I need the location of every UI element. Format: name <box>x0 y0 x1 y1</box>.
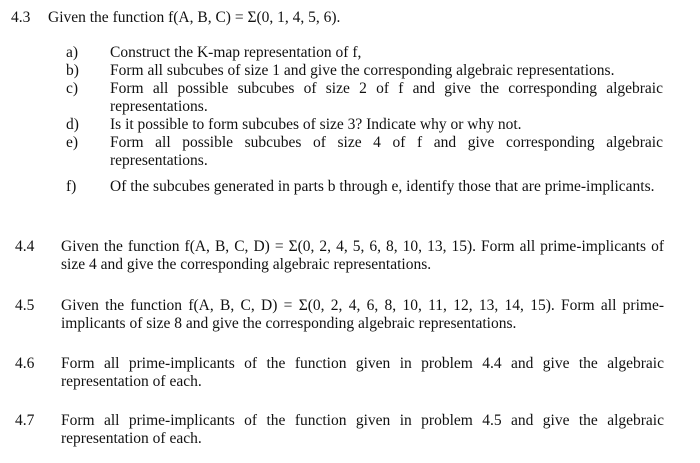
part-letter: c) <box>66 80 79 97</box>
part-letter: d) <box>66 116 79 133</box>
part-text: Form all subcubes of size 1 and give the corresponding algebraic representations. <box>110 62 615 79</box>
problem-statement: Given the function f(A, B, C) = Σ(0, 1, 4, 5, 6). <box>48 9 341 26</box>
problem-number: 4.7 <box>15 412 35 429</box>
problem-number: 4.5 <box>15 297 35 314</box>
problem-statement: Form all prime-implicants of the function given in problem 4.5 and give the algebraic representation of each. <box>61 412 664 447</box>
problem-statement: Given the function f(A, B, C, D) = Σ(0, 2, 4, 5, 6, 8, 10, 13, 15). Form all prime-implicants of size 4 and give the corresponding algebraic representations. <box>61 238 664 273</box>
problem-statement: Form all prime-implicants of the function given in problem 4.4 and give the algebraic representation of each. <box>61 355 664 390</box>
part-letter: f) <box>66 178 77 195</box>
part-letter: b) <box>66 62 79 79</box>
part-text: Is it possible to form subcubes of size 3? Indicate why or why not. <box>110 116 522 133</box>
part-letter: a) <box>66 44 79 61</box>
problem-number: 4.6 <box>15 355 35 372</box>
part-text: Form all possible subcubes of size 2 of f and give the corresponding algebraic representations. <box>110 80 663 115</box>
part-letter: e) <box>66 134 79 151</box>
part-text: Of the subcubes generated in parts b through e, identify those that are prime-implicants. <box>110 178 655 195</box>
part-text: Construct the K-map representation of f, <box>110 44 362 61</box>
problem-number: 4.3 <box>11 9 31 26</box>
part-text: Form all possible subcubes of size 4 of f and give corresponding algebraic representations. <box>110 134 663 169</box>
problem-4-3-heading <box>11 9 340 27</box>
problem-number: 4.4 <box>15 238 35 255</box>
problem-statement: Given the function f(A, B, C, D) = Σ(0, 2, 4, 6, 8, 10, 11, 12, 13, 14, 15). Form all prime-implicants of size 8 and give the corresponding algebraic representations. <box>61 297 664 332</box>
